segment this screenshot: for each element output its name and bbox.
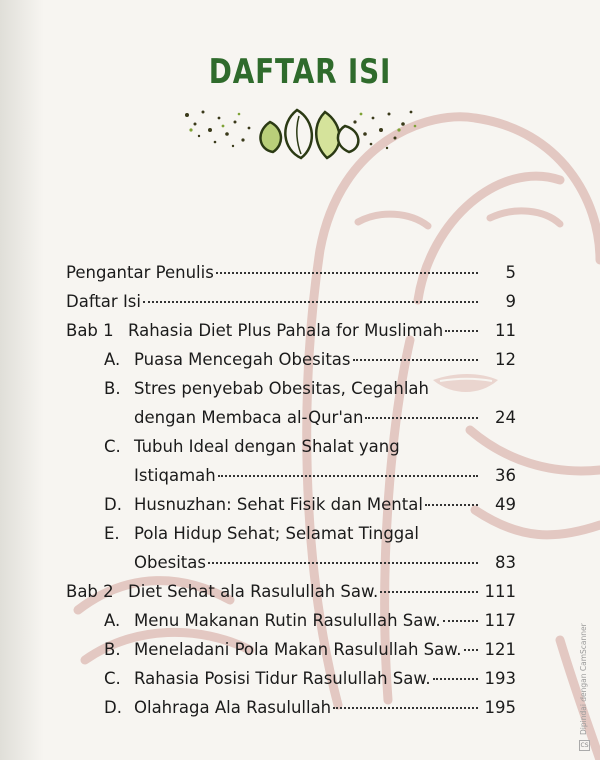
toc-entry[interactable] (66, 287, 516, 316)
toc-entry-page: 24 (495, 408, 516, 427)
scanner-badge: CS (580, 742, 589, 749)
toc-entry-label: Rahasia Posisi Tidur Rasulullah Saw. (134, 669, 431, 688)
toc-entry-label: Rahasia Diet Plus Pahala for Muslimah (128, 321, 444, 340)
section-letter: D. (104, 495, 122, 514)
toc-entry-page: 195 (484, 698, 516, 717)
toc-section-entry[interactable] (66, 490, 516, 519)
section-letter: E. (104, 524, 120, 543)
toc-entry-page: 12 (495, 350, 516, 369)
toc-entry-label: Puasa Mencegah Obesitas (134, 350, 351, 369)
toc-entry[interactable] (66, 258, 516, 287)
toc-section-entry[interactable] (66, 606, 516, 635)
toc-entry-label: Husnuzhan: Sehat Fisik dan Mental (134, 495, 423, 514)
toc-chapter-entry[interactable] (66, 577, 516, 606)
dot-leader (333, 707, 478, 709)
toc-entry-page: 193 (484, 669, 516, 688)
section-letter: A. (104, 611, 121, 630)
dot-leader (365, 417, 478, 419)
dot-leader (445, 330, 478, 332)
toc-entry-label: Tubuh Ideal dengan Shalat yang (134, 437, 400, 456)
toc-entry-page: 117 (484, 611, 516, 630)
toc-entry-label: Menu Makanan Rutin Rasulullah Saw. (134, 611, 441, 630)
toc-section-entry[interactable] (66, 345, 516, 374)
toc-entry-label: Olahraga Ala Rasulullah (134, 698, 332, 717)
toc-entry-page: 121 (484, 640, 516, 659)
section-letter: B. (104, 640, 121, 659)
toc-entry-label: Daftar Isi (66, 292, 141, 311)
toc-entry-label: Obesitas (134, 553, 206, 572)
scanner-watermark: Dipindai dengan CamScanner (579, 623, 588, 735)
chapter-number: Bab 2 (66, 582, 114, 601)
dot-leader (425, 504, 478, 506)
toc-entry-page: 49 (495, 495, 516, 514)
toc-entry-label: Stres penyebab Obesitas, Cegahlah (134, 379, 429, 398)
chapter-number: Bab 1 (66, 321, 114, 340)
page-title: DAFTAR ISI (208, 52, 392, 92)
toc-section-entry-continued[interactable] (66, 548, 516, 577)
toc-entry-page: 111 (484, 582, 516, 601)
toc-section-entry-continued[interactable] (66, 403, 516, 432)
dot-leader (380, 591, 478, 593)
toc-entry-label: Pola Hidup Sehat; Selamat Tinggal (134, 524, 419, 543)
toc-section-entry[interactable] (66, 635, 516, 664)
toc-entry-label: Istiqamah (134, 466, 216, 485)
dot-leader (218, 475, 478, 477)
dot-leader (143, 301, 478, 303)
toc-entry-label: Pengantar Penulis (66, 263, 214, 282)
dot-leader (216, 272, 478, 274)
toc-section-entry[interactable] (66, 664, 516, 693)
section-letter: B. (104, 379, 121, 398)
toc-entry-page: 5 (505, 263, 516, 282)
toc-section-entry[interactable] (66, 519, 516, 548)
toc-entry-label: Meneladani Pola Makan Rasulullah Saw. (134, 640, 462, 659)
toc-entry-page: 11 (495, 321, 516, 340)
toc-section-entry[interactable] (66, 693, 516, 722)
toc-section-entry-continued[interactable] (66, 461, 516, 490)
section-letter: C. (104, 437, 121, 456)
section-letter: A. (104, 350, 121, 369)
section-letter: C. (104, 669, 121, 688)
dot-leader (208, 562, 478, 564)
dot-leader (353, 359, 478, 361)
toc-section-entry[interactable] (66, 432, 516, 461)
dot-leader (433, 678, 478, 680)
toc-entry-label: Diet Sehat ala Rasulullah Saw. (128, 582, 379, 601)
toc-section-entry[interactable] (66, 374, 516, 403)
leaf-ornament (175, 100, 425, 170)
toc-entry-page: 36 (495, 466, 516, 485)
toc-entry-label: dengan Membaca al-Qur'an (134, 408, 364, 427)
dot-leader (464, 649, 479, 651)
toc-chapter-entry[interactable] (66, 316, 516, 345)
table-of-contents (66, 258, 516, 722)
section-letter: D. (104, 698, 122, 717)
toc-entry-page: 9 (505, 292, 516, 311)
dot-leader (443, 620, 478, 622)
toc-entry-page: 83 (495, 553, 516, 572)
